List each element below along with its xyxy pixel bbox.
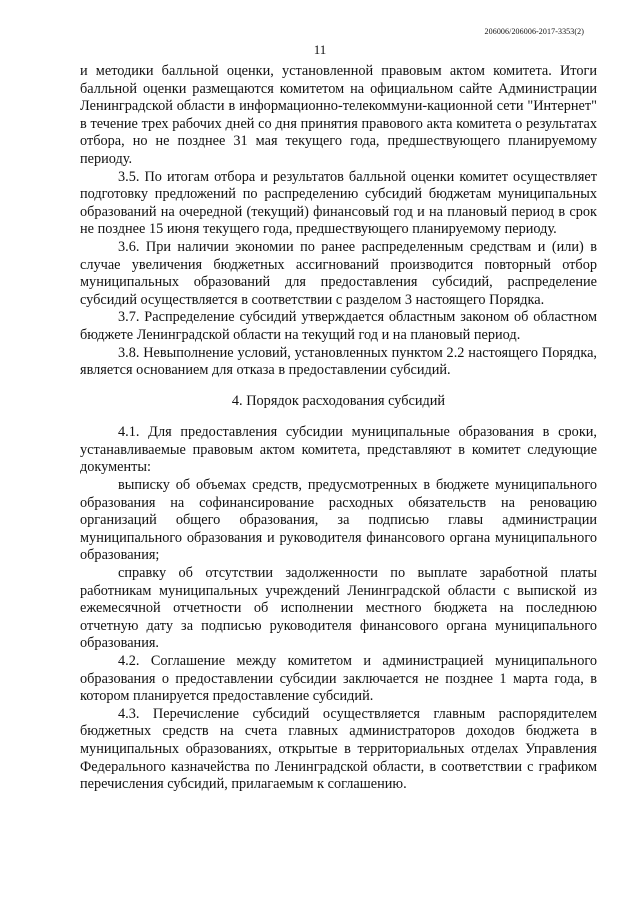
document-body — [80, 63, 597, 794]
section-4-heading: 4. Порядок расходования субсидий — [231, 392, 446, 409]
paragraph-4-3: 4.3. Перечисление субсидий осуществляется главным распорядителем бюджетных средств на счета главных администраторов доходов бюджета в муниципальных образованиях, открытые в территориальных отделах Управления Федерального казначейства по Ленинградской области, в соответствии с графиком перечисления субсидий, прилагаемым к соглашению. — [80, 705, 597, 793]
paragraph-3-8: 3.8. Невыполнение условий, установленных пунктом 2.2 настоящего Порядка, является основанием для отказа в предоставлении субсидий. — [80, 344, 597, 379]
required-document-1: выписку об объемах средств, предусмотренных в бюджете муниципального образования на софинансирование расходных обязательств на реновацию организаций общего образования, за подписью главы администрации муниципального образования и руководителя финансового органа муниципального образования; — [80, 477, 597, 564]
paragraph-4-1: 4.1. Для предоставления субсидии муниципальные образования в сроки, устанавливаемые правовым актом комитета, представляют в комитет следующие документы: — [80, 424, 597, 476]
paragraph-3-5: 3.5. По итогам отбора и результатов балльной оценки комитет осуществляет подготовку предложений по распределению субсидий бюджетам муниципальных образований на очередной (текущий) финансовый год и на плановый период в срок не позднее 15 июня текущего года, предшествующего планируемому периоду. — [80, 168, 597, 238]
required-document-2: справку об отсутствии задолженности по выплате заработной платы работникам муниципальных учреждений Ленинградской области с выпиской из ежемесячной отчетности об исполнении местного бюджета на последнюю отчетную дату за подписью руководителя финансового органа муниципального образования. — [80, 565, 597, 652]
paragraph-4-2: 4.2. Соглашение между комитетом и администрацией муниципального образования о предоставлении субсидии заключается не позднее 1 марта года, в котором планируется предоставление субсидий. — [80, 653, 597, 705]
document-id: 206006/206006-2017-3353(2) — [484, 27, 584, 36]
paragraph-3-7: 3.7. Распределение субсидий утверждается областным законом об областном бюджете Ленинградской области на текущий год и на плановый период. — [80, 309, 597, 343]
paragraph-continuation: и методики балльной оценки, установленной правовым актом комитета. Итоги балльной оценки размещаются комитетом на официальном сайте Администрации Ленинградской области в информационно-телекоммуни-кационной сети "Интернет" в течение трех рабочих дней со дня принятия правового акта комитета о результатах отбора, но не позднее 31 мая текущего года, предшествующего планируемому периоду. — [80, 63, 597, 167]
page-number: 11 — [313, 42, 327, 57]
paragraph-3-6: 3.6. При наличии экономии по ранее распределенным средствам и (или) в случае увеличения бюджетных ассигнований производится повторный отбор муниципальных образований для предоставления субсидий, распределение субсидий осуществляется в соответствии с разделом 3 настоящего Порядка. — [80, 238, 597, 308]
